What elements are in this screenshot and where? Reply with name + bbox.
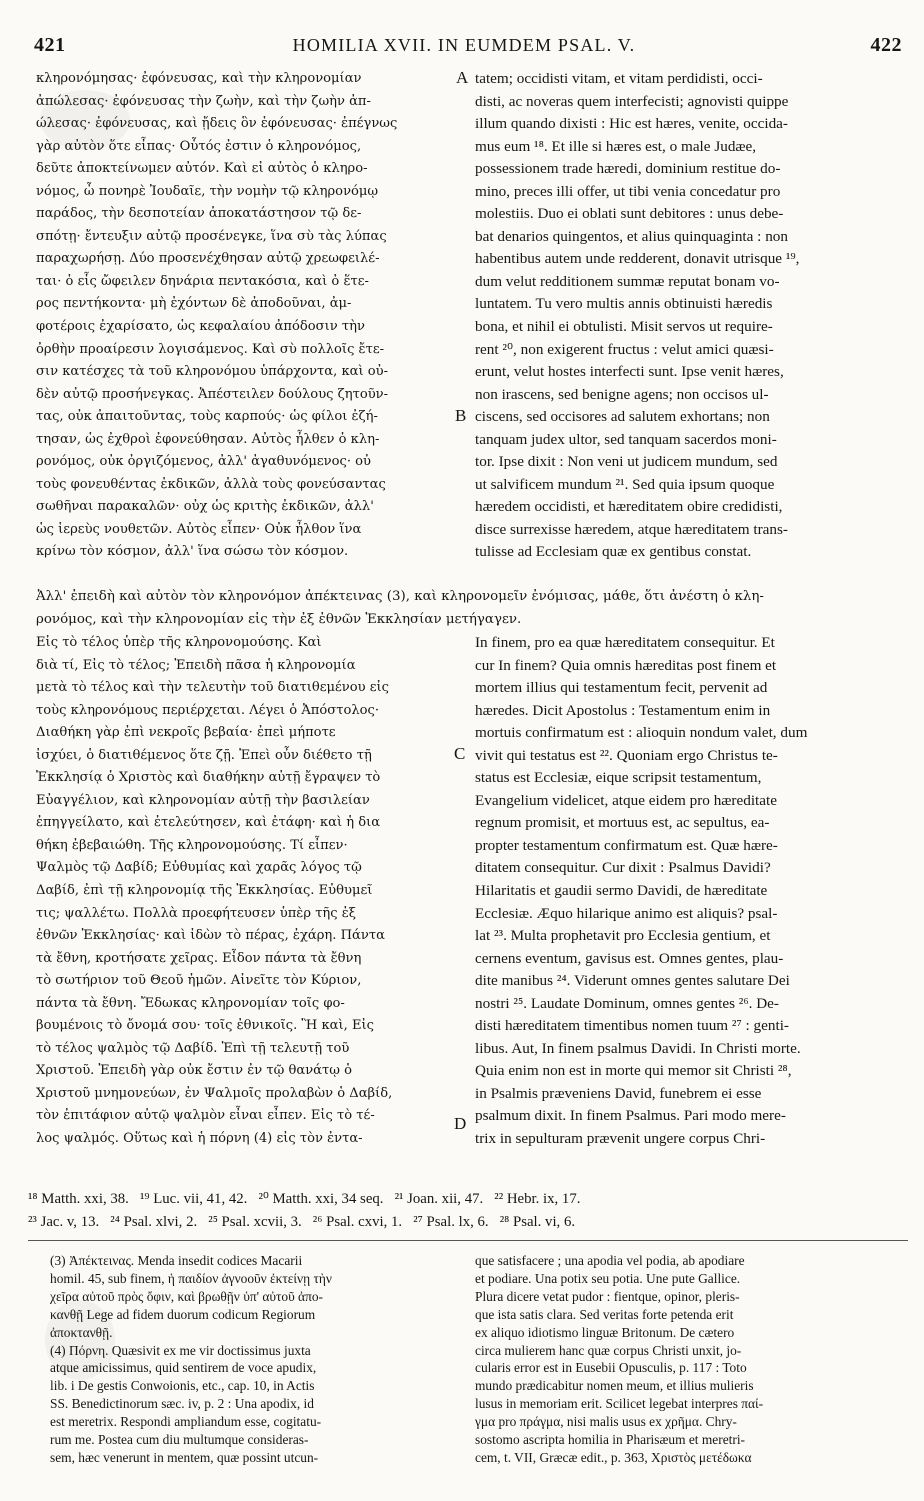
paper-stain: [45, 1300, 115, 1380]
left-page-number: 421: [34, 34, 66, 56]
full-width-passage: Ἀλλ' ἐπειδὴ καὶ αὐτὸν τὸν κληρονόμον ἀπέκτεινας (3), καὶ κληρονομεῖν ἐνόμισας, μάθε, ὅτι ἀνέστη ὁ κλη- ρονόμος, καὶ τὴν κληρονομίαν εἰς τὴν ἐξ ἐθνῶν Ἐκκλησίαν μετήγαγεν.: [36, 589, 764, 627]
running-header: [26, 34, 902, 58]
greek-column-lower: Εἰς τὸ τέλος ὑπὲρ τῆς κληρονομούσης. Καὶ διὰ τί, Εἰς τὸ τέλος; Ἐπειδὴ πᾶσα ἡ κληρονομία μετὰ τὸ τέλος καὶ τὴν τελευτὴν τοῦ διατιθεμένου εἰς τοὺς κληρονόμους περιέρχεται. Λέγει ὁ Ἀπόστολος· Διαθήκη γὰρ ἐπὶ νεκροῖς βεβαία· ἐπεὶ μήποτε ἰσχύει, ὁ διατιθέμενος ὅτε ζῇ. Ἐπεὶ οὖν διέθετο τῇ Ἐκκλησίᾳ ὁ Χριστὸς καὶ διαθήκην αὐτῇ ἔγραψεν τὸ Εὐαγγέλιον, καὶ κληρονομίαν αὐτῇ τὴν βασιλείαν ἐπηγγείλατο, καὶ ἐτελεύτησεν, καὶ ἐτάφη· καὶ ἡ δια θήκη ἐβεβαιώθη. Τῆς κληρονομούσης. Τί εἶπεν· Ψαλμὸς τῷ Δαβίδ; Εὐθυμίας καὶ χαρᾶς λόγος τῷ Δαβίδ, ἐπὶ τῇ κληρονομίᾳ τῆς Ἐκκλησίας. Εὐθυμεῖ τις; ψαλλέτω. Πολλὰ προεφήτευσεν ὑπὲρ τῆς ἐξ ἐθνῶν Ἐκκλησίας· καὶ ἰδὼν τὸ πέρας, ἐχάρη. Πάντα τὰ ἔθνη, κροτήσατε χεῖρας. Εἶδον πάντα τὰ ἔθνη τὸ σωτήριον τοῦ Θεοῦ ἡμῶν. Αἰνεῖτε τὸν Κύριον, πάντα τὰ ἔθνη. Ἔδωκας κληρονομίαν τοῖς φο- βουμένοις τὸ ὄνομά σου· τοῖς ἐθνικοῖς. Ἢ καὶ, Εἰς τὸ τέλος ψαλμὸς τῷ Δαβίδ. Ἐπὶ τῇ τελευτῇ τοῦ Χριστοῦ. Ἐπειδὴ γὰρ οὐκ ἔστιν ἐν τῷ θανάτῳ ὁ Χριστοῦ μνημονεύων, ἐν Ψαλμοῖς προλαβὼν ὁ Δαβίδ, τὸν ἐπιτάφιον αὐτῷ ψαλμὸν εἶναι εἶπεν. Εἰς τὸ τέ- λος ψαλμός. Οὕτως καὶ ἡ πόρνη (4) εἰς τὸν ἐντα-: [36, 635, 393, 1147]
latin-column-lower: In finem, pro ea quæ hæreditatem consequitur. Et cur In finem? Quia omnis hæreditas post finem et mortem illius qui testamentum fecit, pervenit ad hæredes. Dicit Apostolus : Testamentum enim in mortuis confirmatum est : alioquin nondum valet, dum vivit qui testatus est ²². Quoniam ergo Christus te- status est Ecclesiæ, eique scripsit testamentum, Evangelium videlicet, atque eidem pro hæreditate regnum promisit, et mortuus est, ac sepultus, ea- propter testamentum confirmatum est. Quæ hære- ditatem consequitur. Cur dixit : Psalmus Davidi? Hilaritatis et gaudii sermo Davidi, de hæreditate Ecclesiæ. Æquo hilarique animo est aliquis? psal- lat ²³. Multa prophetavit pro Ecclesia gentium, et cernens eventum, gavisus est. Omnes gentes, plau- dite manibus ²⁴. Viderunt omnes gentes salutare Dei nostri ²⁵. Laudate Dominum, omnes gentes ²⁶. De- disti hæreditatem timentibus nomen tuum ²⁷ : genti- libus. Aut, In finem psalmus Davidi. In Christi morte. Quia enim non est in morte qui memor sit Christi ²⁸, in Psalmis præveniens David, funebrem ei esse psalmum dixit. In finem Psalmus. Pari modo mere- trix in sepulturam prævenit ungere corpus Chri-: [475, 634, 808, 1148]
latin-column-upper: tatem; occidisti vitam, et vitam perdidisti, occi- disti, ac noveras quem interfecisti; agnovisti quippe illum quando dixisti : Hic est hæres, venite, occida- mus eum ¹⁸. Et ille si hæres est, o male Judæe, possessionem trade hæredi, dominium restitue do- mino, preces illi offer, ut tibi venia concedatur pro molestiis. Duo ei oblati sunt debitores : unus debe- bat denarios quingentos, et alius quinquaginta : non habentibus autem unde redderent, donavit utrisque ¹⁹, dum velut redditionem summæ reputat bonam vo- luntatem. Tu vero multis annis obtinuisti hæredis bona, et nihil ei obtulisti. Misit servos ut require- rent ²⁰, non exigerent fructus : velut amici quæsi- erunt, velut hostes interfecti sunt. Ipse venit hæres, non irascens, sed benigne agens; non occisos ul- ciscens, sed occisores ad salutem exhortans; non tanquam judex ultor, sed tanquam sacerdos moni- tor. Ipse dixit : Non veni ut judicem mundum, sed ut salvificem mundum ²¹. Sed quia ipsum quoque hæredem occidisti, et hæreditatem obire credidisti, disce surrexisse hæredem, atque hæreditatem trans- tulisse ad Ecclesiam quæ ex gentibus constat.: [475, 70, 800, 561]
footnote-separator: [28, 1240, 908, 1241]
footnotes-left: (3) Ἀπέκτεινας. Menda insedit codices Macarii homil. 45, sub finem, ἡ παιδίον ἀγνοοῦν ἐκτείνῃ τὴν χεῖρα αὐτοῦ πρὸς ὄφιν, καὶ βρωθῇν ὑπ' αὐτοῦ ἀπο- κανθῇ Lege ad fidem duorum codicum Regiorum ἀποκτανθῇ. (4) Πόρνη. Quæsivit ex me vir doctissimus juxta atque amicissimus, quid sentirem de voce apudix, lib. i De gestis Conwoionis, etc., cap. 10, in Actis SS. Benedictinorum sæc. iv, p. 2 : Una apodix, id est meretrix. Respondi ampliandum esse, cogitatu- rum me. Postea cum diu multumque consideras- sem, hæc venerunt in mentem, quæ possint utcun-: [50, 1253, 332, 1465]
section-marker-b: B: [455, 406, 467, 425]
footnotes-right: que satisfacere ; una apodia vel podia, ab apodiare et podiare. Una potix seu potia. Une pute Gallice. Plura dicere vetat pudor : fientque, opinor, pleris- que ista satis clara. Sed veritas forte petenda erit ex aliquo idiotismo linguæ Britonum. De cætero circa mulierem hanc quæ corpus Christi unxit, jo- cularis error est in Eusebii Opusculis, p. 117 : Toto mundo prædicabitur nomen meum, et illius mulieris lusus in memoriam erit. Scilicet legebat interpres παί- γμα pro πράγμα, nisi malis usus ex χρῆμα. Chry- sostomo ascripta homilia in Pharisæum et meretri- cem, t. VII, Græcæ edit., p. 363, Χριστὸς μετέδωκα: [475, 1253, 764, 1465]
scripture-references: ¹⁸ Matth. xxi, 38. ¹⁹ Luc. vii, 41, 42. ²⁰ Matth. xxi, 34 seq. ²¹ Joan. xii, 47. ²² Hebr. ix, 17. ²³ Jac. v, 13. ²⁴ Psal. xlvi, 2. ²⁵ Psal. xcvii, 3. ²⁶ Psal. cxvi, 1. ²⁷ Psal. lx, 6. ²⁸ Psal. vi, 6.: [28, 1191, 581, 1230]
section-marker-d: D: [454, 1114, 467, 1133]
section-marker-c: C: [454, 744, 466, 763]
page-title: HOMILIA XVII. IN EUMDEM PSAL. V.: [292, 35, 636, 55]
greek-column-upper: κληρονόμησας· ἐφόνευσας, καὶ τὴν κληρονομίαν ἀπώλεσας· ἐφόνευσας τὴν ζωὴν, καὶ τὴν ζωὴν ἀπ- ώλεσας· ἐφόνευσας, καὶ ᾔδεις ὃν ἐφόνευσας· ἐπέγνως γὰρ αὐτὸν ὅτε εἶπας· Οὗτός ἐστιν ὁ κληρονόμος, δεῦτε ἀποκτείνωμεν αὐτόν. Καὶ εἰ αὐτὸς ὁ κληρο- νόμος, ὦ πονηρὲ Ἰουδαῖε, τὴν νομὴν τῷ κληρονόμῳ παράδος, τὴν δεσποτείαν ἀποκατάστησον τῷ δε- σπότῃ· ἔντευξιν αὐτῷ προσένεγκε, ἵνα σὺ τὰς λύπας παραχωρήσῃ. Δύο προσενέχθησαν αὐτῷ χρεωφειλέ- ται· ὁ εἷς ὤφειλεν δηνάρια πεντακόσια, καὶ ὁ ἕτε- ρος πεντήκοντα· μὴ ἐχόντων δὲ ἀποδοῦναι, ἀμ- φοτέροις ἐχαρίσατο, ὡς κεφαλαίου ἀπόδοσιν τὴν ὀρθὴν προαίρεσιν λογισάμενος. Καὶ σὺ πολλοῖς ἔτε- σιν κατέσχες τὰ τοῦ κληρονόμου ὑπάρχοντα, καὶ οὐ- δὲν αὐτῷ προσήνεγκας. Ἀπέστειλεν δούλους ζητοῦν- τας, οὐκ ἀπαιτοῦντας, τοὺς καρπούς· ὡς φίλοι ἐζή- τησαν, ὡς ἐχθροὶ ἐφονεύθησαν. Αὐτὸς ἦλθεν ὁ κλη- ρονόμος, οὐκ ὀργιζόμενος, ἀλλ' ἀγαθυνόμενος· οὐ τοὺς φονευθέντας ἐκδικῶν, ἀλλὰ τοὺς φονεύσαντας σωθῆναι παρακαλῶν· οὐχ ὡς κριτὴς ἐκδικῶν, ἀλλ' ὡς ἱερεὺς νουθετῶν. Αὐτὸς εἶπεν· Οὐκ ἦλθον ἵνα κρίνω τὸν κόσμον, ἀλλ' ἵνα σώσω τὸν κόσμον.: [36, 71, 398, 560]
paper-stain: [40, 90, 130, 150]
section-marker-a: A: [456, 68, 469, 87]
right-page-number: 422: [870, 34, 902, 56]
